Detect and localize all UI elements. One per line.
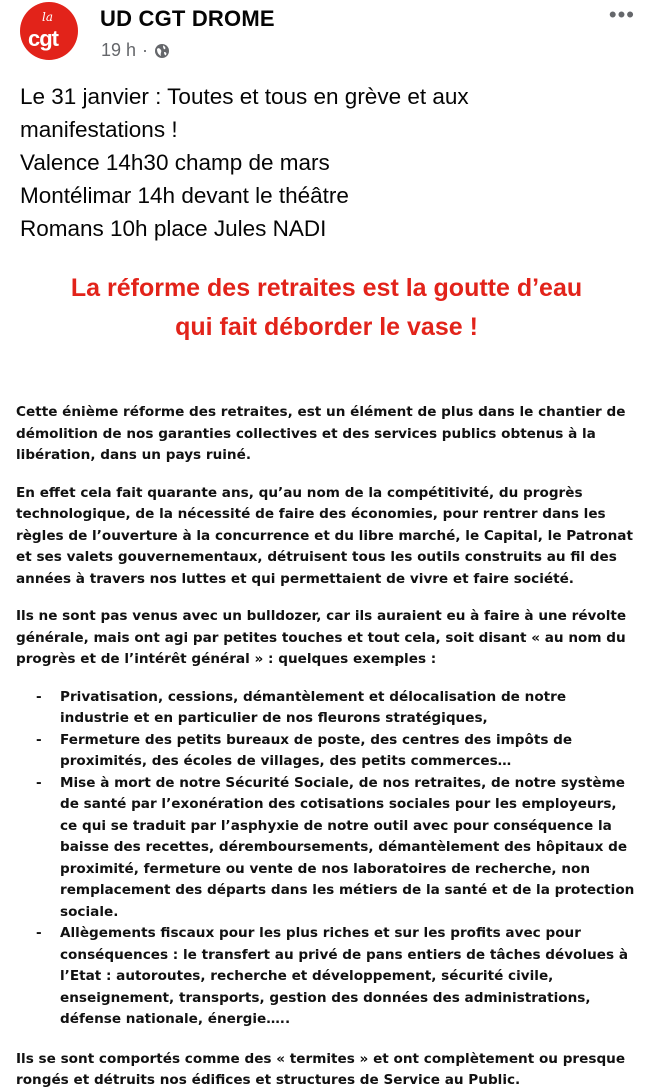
list-item-text: Privatisation, cessions, démantèlement et délocalisation de notre industrie et en particulier de nos fleurons stratégiques, [60,688,567,726]
post-message [0,72,653,245]
leaflet-closing: Ils se sont comportés comme des « termites » et ont complètement ou presque rongés et détruits nos édifices et structures de Service au Public. [16,1050,626,1088]
page-avatar[interactable] [20,2,78,60]
post-line: manifestations ! [20,117,178,142]
headline-line: La réforme des retraites est la goutte d’eau [70,274,583,302]
meta-separator: · [142,40,149,60]
post-line: Montélimar 14h devant le théâtre [20,183,349,208]
post-line: Le 31 janvier : Toutes et tous en grève et aux [20,84,469,109]
bullet-dash: - [36,925,42,941]
leaflet-headline [0,269,653,347]
list-item [16,773,637,924]
post-line: Valence 14h30 champ de mars [20,150,330,175]
list-item-text: Allègements fiscaux pour les plus riches et sur les profits avec pour conséquences : le transfert au privé de pans entiers de tâches dévolues à l’Etat : autoroutes, recherche et développement, sécurité civile, enseignement, transports, gestion des données des administrations, défense nationale, énergie….. [60,925,629,1027]
globe-icon [154,43,170,59]
page-name-link[interactable]: UD CGT DROME [100,6,275,31]
post-line: Romans 10h place Jules NADI [20,216,327,241]
leaflet-paragraph: Cette énième réforme des retraites, est un élément de plus dans le chantier de démolition de nos garanties collectives et des services publics obtenus à la libération, dans un pays ruiné. [16,404,626,463]
list-item-text: Mise à mort de notre Sécurité Sociale, de nos retraites, de notre système de santé par l’exonération des cotisations sociales pour les employeurs, ce qui se traduit par l’asphyxie de notre outil avec pour conséquence la baisse des recettes, déremboursements, démantèlement des hôpitaux de proximité, fermeture ou vente de nos laboratoires de recherche, non remplacement des départs dans les métiers de la santé et de la protection sociale. [60,774,635,920]
leaflet-image[interactable] [0,262,653,1088]
avatar-logo-la: la [42,10,53,24]
leaflet-body [0,402,653,1092]
leaflet-paragraph: En effet cela fait quarante ans, qu’au nom de la compétitivité, du progrès technologique, de la nécessité de faire des économies, pour rentrer dans les règles de l’ouverture à la concurrence et du libre marché, le Capital, le Patronat et ses valets gouvernementaux, détruisent tous les outils construits au fil des années à travers nos luttes et qui permettaient de vivre et faire société. [16,484,633,587]
avatar-logo-cgt: cgt [28,26,58,51]
post-time-link[interactable]: 19 h [101,40,137,60]
post-meta [101,40,170,61]
list-item [16,687,637,730]
bullet-dash: - [36,774,42,791]
leaflet-paragraph: Ils ne sont pas venus avec un bulldozer, car ils auraient eu à faire à une révolte générale, mais ont agi par petites touches et tout cela, soit disant « au nom du progrès et de l’intérêt général » : quelques exemples : [16,608,627,667]
bullet-dash: - [36,731,42,748]
list-item [16,923,637,1031]
examples-list [16,687,637,1031]
post-header [0,0,653,72]
more-options-icon[interactable]: ••• [608,2,635,27]
list-item-text: Fermeture des petits bureaux de poste, des centres des impôts de proximités, des écoles de villages, des petits commerces… [60,731,573,769]
headline-line: qui fait déborder le vase ! [175,313,478,341]
list-item [16,730,637,773]
bullet-dash: - [36,688,42,705]
